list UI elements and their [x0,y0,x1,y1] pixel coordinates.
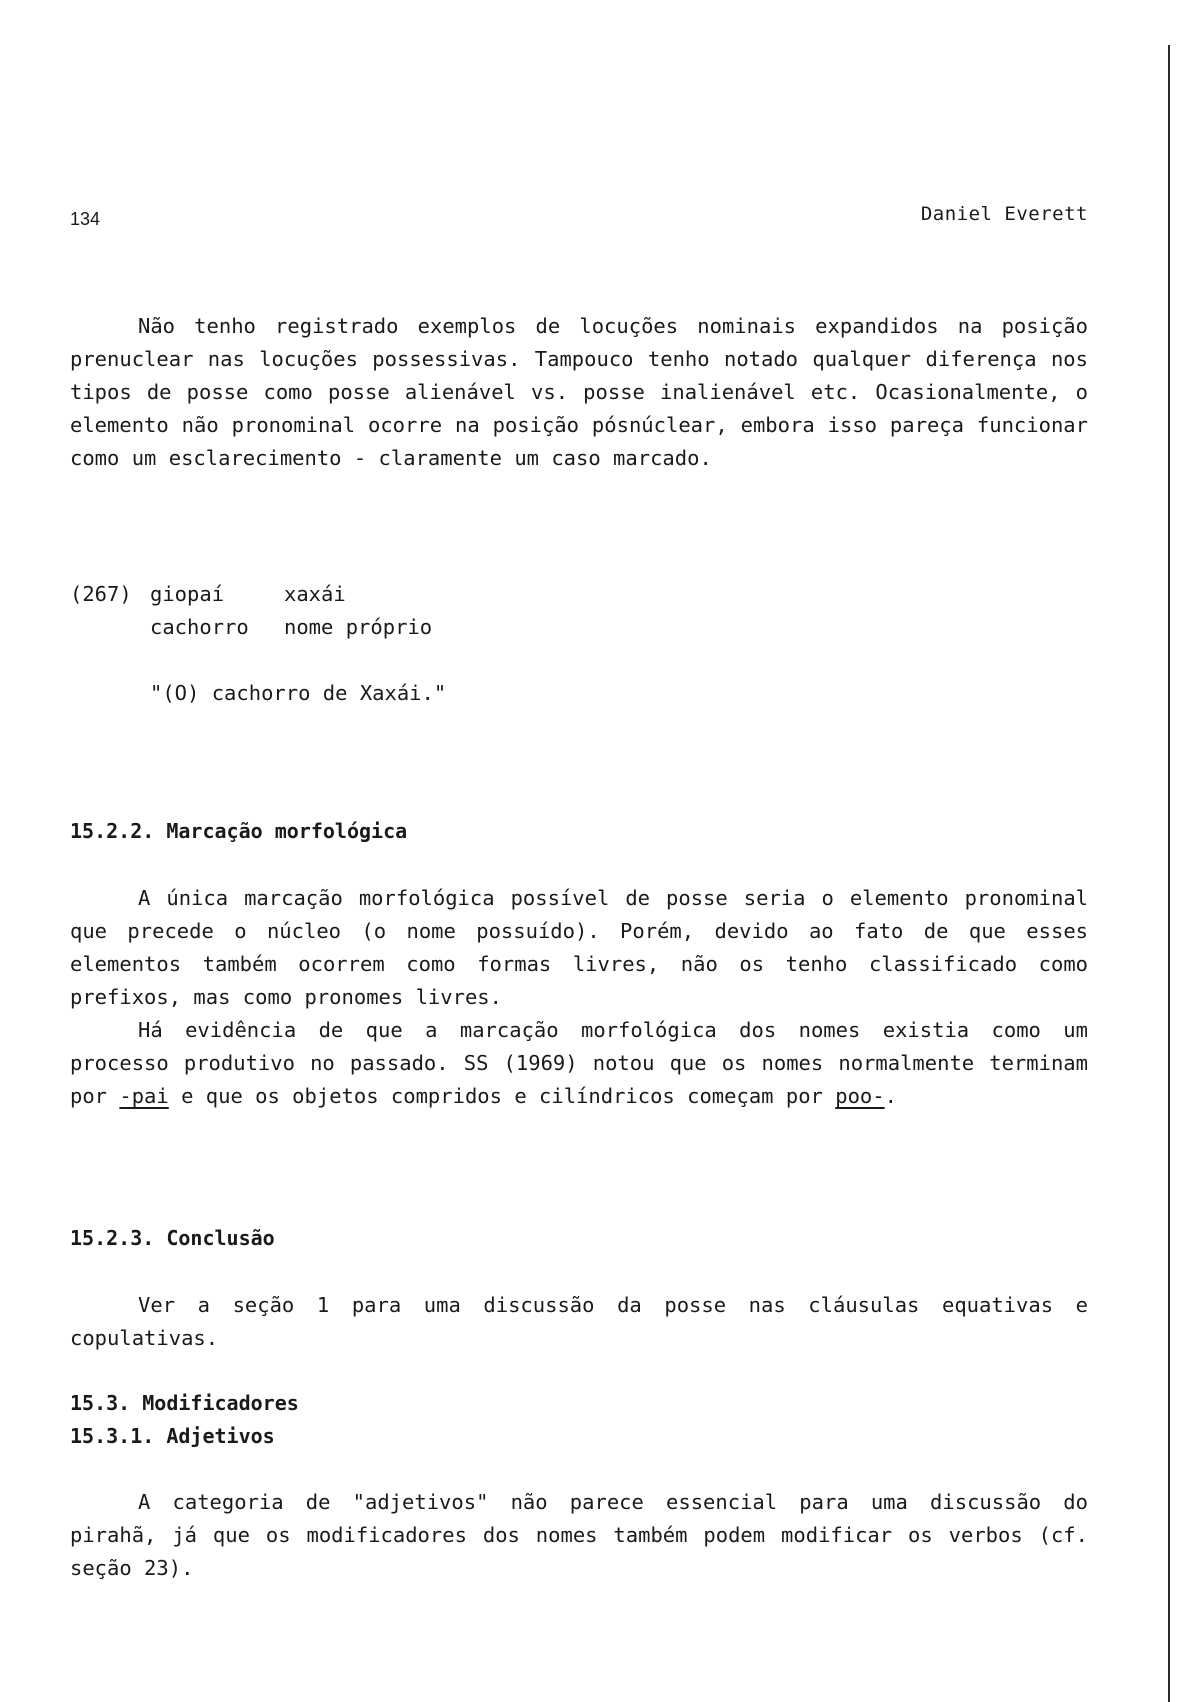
paragraph-conclusion: Ver a seção 1 para uma discussão da posse nas cláusulas equativas e copulativas. [70,1293,1088,1350]
running-head: Daniel Everett [920,203,1088,225]
example-word-1: giopaí [150,582,225,606]
page-edge-line [1168,45,1170,1702]
suffix-pai: -pai [119,1084,169,1108]
example-267 [70,578,446,710]
paragraph-historical-evidence [70,1014,1088,1113]
page-header [70,203,1088,231]
page-number: 134 [70,209,101,229]
paragraph-morphological-marking: A única marcação morfológica possível de posse seria o elemento pronominal que precede o núcleo (o nome possuído). Porém, devido ao fato de que esses elementos também ocorrem como formas livres, não os tenho classificado como prefixos, mas como pronomes livres. [70,886,1088,1009]
paragraph-text-end: . [884,1084,897,1108]
example-gloss-1: cachorro [150,615,249,639]
paragraph-possessive-locutions: Não tenho registrado exemplos de locuções nominais expandidos na posição prenuclear nas locuções possessivas. Tampouco tenho notado qualquer diferença nos tipos de posse como posse alienável vs. posse inalienável etc. Ocasionalmente, o elemento não pronominal ocorre na posição pósnúclear, embora isso pareça funcionar como um esclarecimento - claramente um caso marcado. [70,314,1088,470]
prefix-poo: poo- [835,1084,885,1108]
paragraph-adjectives: A categoria de "adjetivos" não parece essencial para uma discussão do pirahã, já que os modificadores dos nomes também podem modificar os verbos (cf. seção 23). [70,1490,1088,1580]
example-gloss-line [70,611,446,644]
paragraph-text-middle: e que os objetos compridos e cilíndricos começam por [168,1084,836,1108]
heading-15-2-3: 15.2.3. Conclusão [70,1226,275,1250]
heading-15-3: 15.3. Modificadores [70,1391,299,1415]
heading-15-3-1: 15.3.1. Adjetivos [70,1424,275,1448]
example-number: (267) [70,582,132,606]
paragraph-text-start: Há evidência de que a marcação morfológica dos nomes existia como um processo produtivo no passado. SS (1969) notou que os nomes normalmente terminam por [70,1018,1088,1108]
example-word-2: xaxái [284,582,346,606]
example-word-line [70,578,446,611]
example-gloss-2: nome próprio [284,615,433,639]
heading-15-2-2: 15.2.2. Marcação morfológica [70,819,408,843]
example-translation: "(O) cachorro de Xaxái." [150,681,447,705]
